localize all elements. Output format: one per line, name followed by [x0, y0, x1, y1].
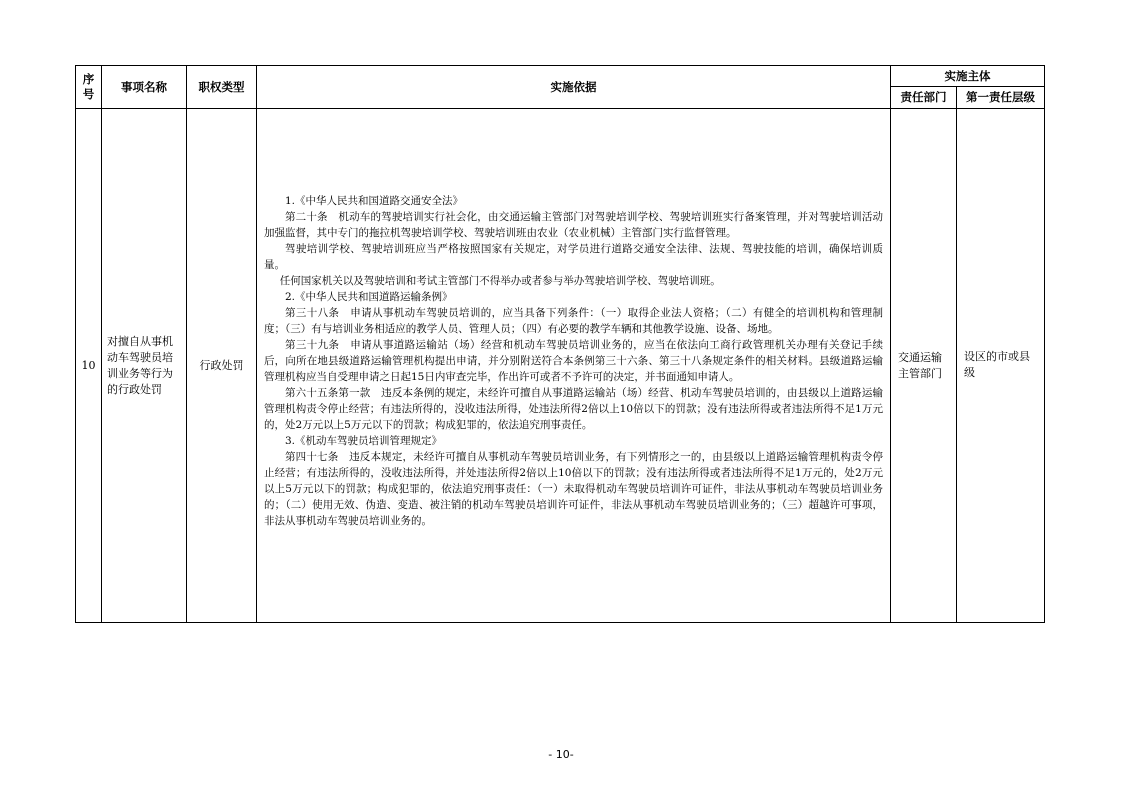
- header-no: 序号: [76, 66, 102, 109]
- basis-paragraph: 任何国家机关以及驾驶培训和考试主管部门不得举办或者参与举办驾驶培训学校、驾驶培训班。: [279, 274, 721, 287]
- basis-text: [264, 193, 883, 529]
- row-power-type: 行政处罚: [187, 109, 257, 623]
- power-list-table: [75, 65, 1045, 623]
- row-item-name: 对擅自从事机动车驾驶员培训业务等行为的行政处罚: [102, 109, 187, 623]
- basis-paragraph: 第四十七条 违反本规定，未经许可擅自从事机动车驾驶员培训业务，有下列情形之一的，由县级以上道路运输管理机构责令停止经营；有违法所得的，没收违法所得，并处违法所得2倍以上10倍以下的罚款；没有违法所得或者违法所得不足1万元的，处2万元以上5万元以下的罚款；构成犯罪的，依法追究刑事责任：（一）未取得机动车驾驶员培训许可证件，非法从事机动车驾驶员培训业务的；（二）使用无效、伪造、变造、被注销的机动车驾驶员培训许可证件，非法从事机动车驾驶员培训业务的；（三）超越许可事项，非法从事机动车驾驶员培训业务的。: [264, 450, 883, 527]
- row-dept: 交通运输主管部门: [891, 109, 957, 623]
- basis-paragraph: 1.《中华人民共和国道路交通安全法》: [285, 194, 464, 207]
- table-row: [76, 109, 1045, 623]
- page-number: - 10-: [548, 748, 574, 761]
- basis-paragraph: 3.《机动车驾驶员培训管理规定》: [285, 434, 443, 447]
- basis-paragraph: 第六十五条第一款 违反本条例的规定，未经许可擅自从事道路运输站（场）经营、机动车驾驶员培训的，由县级以上道路运输管理机构责令停止经营；有违法所得的，没收违法所得，处违法所得2倍以上10倍以下的罚款；没有违法所得或者违法所得不足1万元的，处2万元以上5万元以下的罚款；构成犯罪的，依法追究刑事责任。: [264, 386, 883, 431]
- basis-paragraph: 驾驶培训学校、驾驶培训班应当严格按照国家有关规定，对学员进行道路交通安全法律、法规、驾驶技能的培训，确保培训质量。: [264, 242, 883, 271]
- row-basis: [257, 109, 891, 623]
- header-power-type: 职权类型: [187, 66, 257, 109]
- header-item-name: 事项名称: [102, 66, 187, 109]
- basis-paragraph: 第二十条 机动车的驾驶培训实行社会化，由交通运输主管部门对驾驶培训学校、驾驶培训班实行备案管理，并对驾驶培训活动加强监督，其中专门的拖拉机驾驶培训学校、驾驶培训班由农业（农业机械）主管部门实行监督管理。: [264, 210, 883, 239]
- basis-paragraph: 第三十九条 申请从事道路运输站（场）经营和机动车驾驶员培训业务的，应当在依法向工商行政管理机关办理有关登记手续后，向所在地县级道路运输管理机构提出申请，并分别附送符合本条例第三十六条、第三十八条规定条件的相关材料。县级道路运输管理机构应当自受理申请之日起15日内审查完毕，作出许可或者不予许可的决定，并书面通知申请人。: [264, 338, 883, 383]
- basis-paragraph: 第三十八条 申请从事机动车驾驶员培训的，应当具备下列条件：（一）取得企业法人资格；（二）有健全的培训机构和管理制度；（三）有与培训业务相适应的教学人员、管理人员；（四）有必要的教学车辆和其他教学设施、设备、场地。: [264, 306, 883, 335]
- row-no: 10: [76, 109, 102, 623]
- header-dept: 责任部门: [891, 87, 957, 109]
- header-basis: 实施依据: [257, 66, 891, 109]
- row-level: [957, 109, 1045, 623]
- header-level: 第一责任层级: [957, 87, 1045, 109]
- row-level-text: 设区的市或县级: [964, 349, 1030, 379]
- basis-paragraph: 2.《中华人民共和国道路运输条例》: [285, 290, 453, 303]
- header-subject: 实施主体: [891, 66, 1045, 87]
